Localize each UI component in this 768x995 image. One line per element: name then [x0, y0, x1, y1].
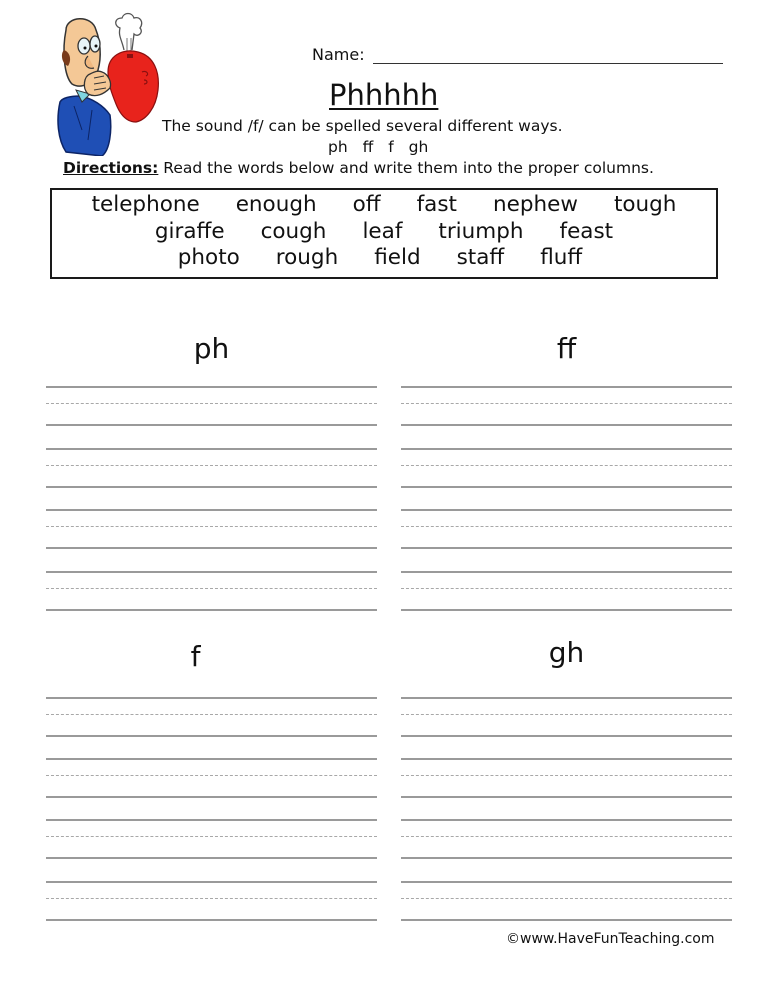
- base-rule: [401, 609, 732, 611]
- base-rule: [46, 424, 377, 426]
- column-heading-ff: ff: [556, 332, 577, 365]
- directions: [63, 159, 654, 177]
- spellings-list: [328, 138, 428, 156]
- word-item: nephew: [492, 192, 578, 217]
- base-rule: [401, 919, 732, 921]
- mid-dotted-rule: [401, 465, 732, 466]
- writing-line[interactable]: [46, 819, 377, 859]
- top-rule: [46, 509, 377, 511]
- top-rule: [401, 758, 732, 760]
- word-item: cough: [260, 219, 327, 244]
- word-bank-row-2: [52, 219, 716, 245]
- name-blank-line[interactable]: [373, 46, 723, 64]
- base-rule: [401, 735, 732, 737]
- base-rule: [401, 857, 732, 859]
- mid-dotted-rule: [46, 775, 377, 776]
- directions-text: Read the words below and write them into the proper columns.: [158, 159, 654, 177]
- word-item: fast: [416, 192, 457, 217]
- copyright-footer: ©www.HaveFunTeaching.com: [506, 931, 715, 947]
- top-rule: [46, 819, 377, 821]
- mid-dotted-rule: [46, 403, 377, 404]
- top-rule: [401, 509, 732, 511]
- word-item: off: [352, 192, 381, 217]
- mid-dotted-rule: [401, 403, 732, 404]
- mid-dotted-rule: [401, 714, 732, 715]
- top-rule: [46, 448, 377, 450]
- name-label: Name:: [312, 45, 365, 64]
- top-rule: [401, 448, 732, 450]
- spelling-ph: ph: [328, 138, 348, 156]
- base-rule: [401, 547, 732, 549]
- top-rule: [46, 697, 377, 699]
- base-rule: [401, 796, 732, 798]
- base-rule: [401, 424, 732, 426]
- writing-line[interactable]: [401, 758, 732, 798]
- word-item: photo: [177, 245, 240, 270]
- word-item: giraffe: [154, 219, 225, 244]
- name-field[interactable]: [312, 45, 723, 64]
- writing-line[interactable]: [46, 448, 377, 488]
- mid-dotted-rule: [401, 836, 732, 837]
- writing-line[interactable]: [401, 697, 732, 737]
- word-bank-box: [50, 188, 718, 279]
- directions-label: Directions:: [63, 159, 159, 177]
- top-rule: [401, 571, 732, 573]
- mid-dotted-rule: [46, 714, 377, 715]
- column-heading-gh: gh: [548, 636, 585, 669]
- mid-dotted-rule: [401, 898, 732, 899]
- top-rule: [46, 758, 377, 760]
- base-rule: [46, 857, 377, 859]
- word-item: field: [374, 245, 421, 270]
- worksheet-title: Phhhhh: [329, 78, 439, 112]
- mid-dotted-rule: [46, 526, 377, 527]
- writing-line[interactable]: [46, 386, 377, 426]
- writing-line[interactable]: [401, 509, 732, 549]
- base-rule: [46, 735, 377, 737]
- word-item: staff: [456, 245, 505, 270]
- mid-dotted-rule: [46, 465, 377, 466]
- word-bank-row-1: [52, 192, 716, 218]
- top-rule: [401, 697, 732, 699]
- writing-line[interactable]: [46, 758, 377, 798]
- writing-line[interactable]: [401, 571, 732, 611]
- writing-line[interactable]: [401, 819, 732, 859]
- top-rule: [401, 881, 732, 883]
- top-rule: [401, 819, 732, 821]
- word-item: tough: [613, 192, 677, 217]
- base-rule: [46, 486, 377, 488]
- column-heading-f: f: [190, 640, 201, 673]
- writing-line[interactable]: [401, 386, 732, 426]
- word-item: feast: [559, 219, 614, 244]
- base-rule: [46, 919, 377, 921]
- man-blowing-balloon-image: [52, 10, 162, 156]
- spelling-f: f: [388, 138, 394, 156]
- word-item: rough: [275, 245, 339, 270]
- writing-line[interactable]: [401, 448, 732, 488]
- base-rule: [46, 796, 377, 798]
- spelling-ff: ff: [362, 138, 374, 156]
- writing-line[interactable]: [46, 509, 377, 549]
- base-rule: [46, 609, 377, 611]
- top-rule: [46, 571, 377, 573]
- mid-dotted-rule: [401, 526, 732, 527]
- writing-line[interactable]: [46, 697, 377, 737]
- base-rule: [401, 486, 732, 488]
- word-item: leaf: [362, 219, 403, 244]
- writing-line[interactable]: [46, 881, 377, 921]
- word-item: triumph: [438, 219, 524, 244]
- mid-dotted-rule: [46, 836, 377, 837]
- word-item: enough: [235, 192, 317, 217]
- mid-dotted-rule: [401, 775, 732, 776]
- word-item: telephone: [91, 192, 200, 217]
- mid-dotted-rule: [46, 588, 377, 589]
- top-rule: [46, 386, 377, 388]
- spelling-gh: gh: [408, 138, 429, 156]
- writing-line[interactable]: [46, 571, 377, 611]
- word-item: fluff: [540, 245, 583, 270]
- column-heading-ph: ph: [193, 332, 230, 365]
- top-rule: [401, 386, 732, 388]
- word-bank-row-3: [48, 245, 712, 271]
- top-rule: [46, 881, 377, 883]
- mid-dotted-rule: [401, 588, 732, 589]
- mid-dotted-rule: [46, 898, 377, 899]
- writing-line[interactable]: [401, 881, 732, 921]
- base-rule: [46, 547, 377, 549]
- subtitle-text: The sound /f/ can be spelled several different ways.: [162, 117, 563, 135]
